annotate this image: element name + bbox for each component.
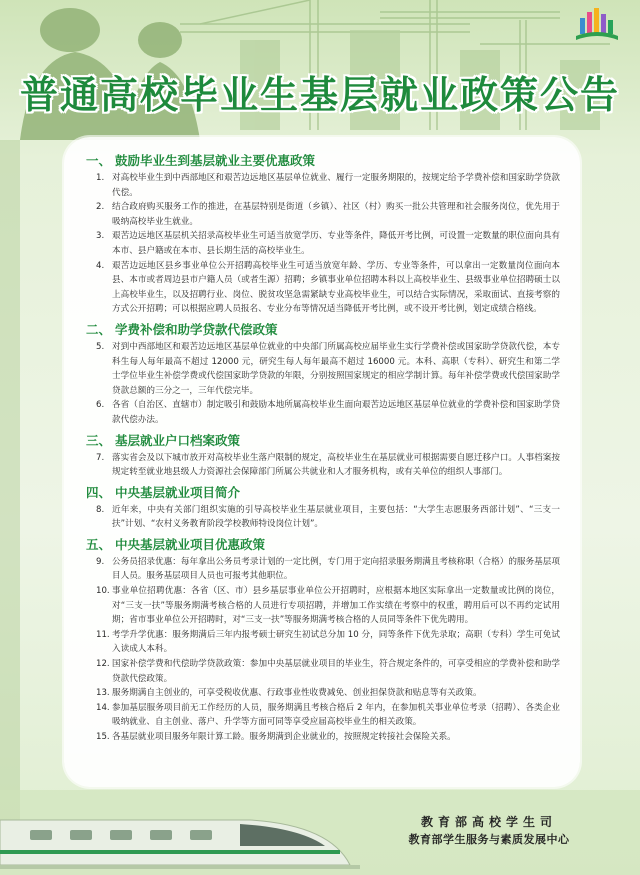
section-heading: 一、 鼓励毕业生到基层就业主要优惠政策 (86, 153, 316, 168)
list-item: 13. 服务期满自主创业的，可享受税收优惠、行政事业性收费减免、创业担保贷款和贴息等有关政策。 (96, 688, 482, 699)
list-item: 6. 各省（自治区、直辖市）制定吸引和鼓励本地所属高校毕业生面向艰苦边远地区基层单位就业的学费补偿和国家助学贷款代偿办法。 (96, 400, 560, 425)
list-item: 7. 落实省会及以下城市放开对高校毕业生落户限制的规定，高校毕业生在基层就业可根据需要自愿迁移户口。人事档案按规定转至就业地县级人力资源社会保障部门所属公共就业和人才服务机构，或有关单位的组织人事部门。 (96, 452, 560, 478)
signature-org-1: 教育部高校学生司 (420, 815, 557, 829)
list-item: 14. 参加基层服务项目前无工作经历的人员，服务期满且考核合格后 2 年内，在参加机关事业单位考录（招聘）、各类企业吸纳就业、自主创业、落户、升学等方面可同等享受应届高校毕业生的相关政策。 (96, 702, 560, 728)
section-heading: 四、 中央基层就业项目简介 (86, 484, 241, 500)
list-item: 2. 结合政府购买服务工作的推进，在基层特别是街道（乡镇）、社区（村）购买一批公共管理和社会服务岗位，优先用于吸纳高校毕业生就业。 (96, 202, 560, 227)
section-heading: 三、 基层就业户口档案政策 (86, 432, 241, 448)
list-item: 1. 对高校毕业生到中西部地区和艰苦边远地区基层单位就业、履行一定服务期限的，按规定给予学费补偿和国家助学贷款代偿。 (96, 173, 560, 198)
list-item: 5. 对到中西部地区和艰苦边远地区基层单位就业的中央部门所属高校应届毕业生实行学费补偿或国家助学贷款代偿，本专科生每人每年最高不超过 12000 元，研究生每人每年最高不超过 16000 元。本科、高职（专科）、研究生和第二学士学位毕业生补偿学费或代偿国家助学贷款的年限，分别按照国家规定的相应学制计算。每年补偿学费或代偿国家助学贷款总额的三分之一，三年代偿完毕。 (96, 341, 560, 396)
section (86, 484, 560, 532)
section (86, 536, 560, 745)
list-item: 11. 考学升学优惠：服务期满后三年内报考硕士研究生初试总分加 10 分，同等条件下优先录取；高职（专科）学生可免试入读成人本科。 (96, 629, 560, 655)
page-title: 普通高校毕业生基层就业政策公告 (19, 73, 620, 117)
list-item: 9. 公务员招录优惠：每年拿出公务员考录计划的一定比例，专门用于定向招录服务期满且考核称职（合格）的服务基层项目人员。服务基层项目人员也可报考其他职位。 (96, 556, 560, 582)
list-item: 4. 艰苦边远地区县乡事业单位公开招聘高校毕业生可适当放宽年龄、学历、专业等条件，可以拿出一定数量岗位面向本县、本市或者周边县市户籍人员（或者生源）招聘；乡镇事业单位招聘本科以上高校毕业生、县级事业单位招聘硕士以上高校毕业生，以及招聘行业、岗位、脱贫攻坚急需紧缺专业高校毕业生，可以结合实际情况，采取面试、直接考察的方式公开招聘；可以根据应聘人员报名、专业分布等情况适当降低开考比例，或不设开考比例，划定成绩合格线。 (96, 260, 560, 315)
signature-block (374, 813, 604, 849)
section (86, 432, 560, 480)
list-item: 12. 国家补偿学费和代偿助学贷款政策：参加中央基层就业项目的毕业生，符合规定条件的，可享受相应的学费补偿和助学贷款代偿政策。 (96, 659, 560, 684)
train-icon (0, 780, 360, 875)
policy-content (86, 148, 560, 745)
list-item: 10. 事业单位招聘优惠：各省（区、市）县乡基层事业单位公开招聘时，应根据本地区实际拿出一定数量或比例的岗位，对“三支一扶”等服务期满考核合格的人员进行专项招聘，并增加工作实绩在考察中的权重，聘用后可以不再约定试用期；省市事业单位公开招聘时，对“三支一扶”等服务期满考核合格的人员同等条件下优先聘用。 (96, 586, 560, 626)
section-heading: 五、 中央基层就业项目优惠政策 (86, 536, 266, 552)
list-item: 15. 各基层就业项目服务年限计算工龄。服务期满到企业就业的，按照规定转接社会保险关系。 (96, 732, 456, 742)
list-item: 8. 近年来，中央有关部门组织实施的引导高校毕业生基层就业项目，主要包括：“大学生志愿服务西部计划”、“三支一扶”计划、“农村义务教育阶段学校教师特设岗位计划”。 (96, 504, 560, 530)
signature-org-2: 教育部学生服务与素质发展中心 (408, 833, 570, 846)
section (86, 321, 560, 428)
section-heading: 二、 学费补偿和助学贷款代偿政策 (86, 321, 278, 337)
section (86, 152, 560, 317)
list-item: 3. 艰苦边远地区基层机关招录高校毕业生可适当放宽学历、专业等条件，降低开考比例，可设置一定数量的职位面向具有本市、县户籍或在本市、县长期生活的高校毕业生。 (96, 231, 560, 256)
logo-icon (574, 4, 620, 44)
